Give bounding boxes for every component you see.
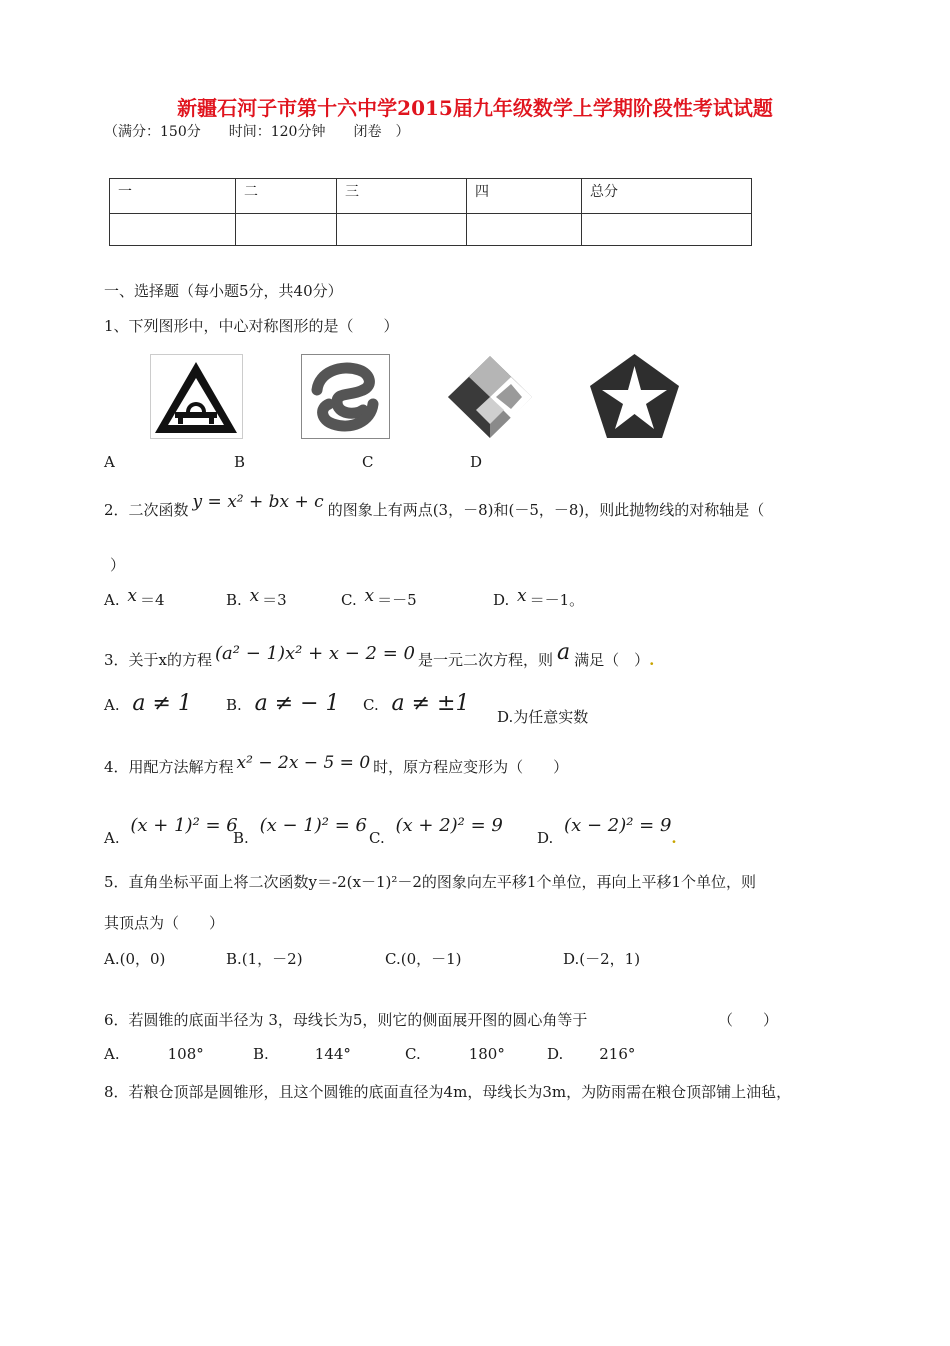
option-d[interactable]	[547, 1045, 635, 1063]
question-4-text: 时，原方程应变形为（ ）	[373, 758, 569, 776]
score-cell[interactable]	[582, 214, 752, 246]
exam-info: （满分：150分 时间：120分钟 闭卷 ）	[104, 124, 410, 140]
score-cell[interactable]	[467, 214, 582, 246]
option-d[interactable]	[537, 815, 677, 847]
option-letter: A.	[104, 829, 120, 847]
question-2-text: 2．二次函数	[104, 501, 189, 519]
option-letter: A.	[104, 696, 120, 714]
option-variable: x	[364, 586, 375, 606]
option-c[interactable]: C.(0，－1)	[385, 950, 462, 968]
figure-label: A	[104, 453, 115, 471]
question-5-line-2: 其顶点为（ ）	[104, 914, 225, 932]
option-letter: C.	[341, 591, 357, 609]
option-letter: B.	[226, 696, 242, 714]
option-letter: B.	[253, 1045, 269, 1063]
score-table-header-row	[110, 179, 752, 214]
option-formula: a ≠ 1	[132, 691, 192, 716]
score-header-cell: 总分	[582, 179, 752, 214]
option-b[interactable]	[226, 586, 287, 610]
option-formula: a ≠ ±1	[391, 691, 470, 716]
option-letter: D.	[547, 1045, 564, 1063]
option-value: 180°	[468, 1045, 505, 1063]
question-3-stem	[104, 640, 655, 671]
score-cell[interactable]	[337, 214, 467, 246]
score-cell[interactable]	[110, 214, 236, 246]
option-b[interactable]	[253, 1045, 351, 1063]
option-value: ＝－5	[377, 591, 417, 609]
option-variable: x	[127, 586, 137, 606]
decorative-dot: .	[649, 651, 655, 669]
score-header-cell: 三	[337, 179, 467, 214]
section-heading: 一、选择题（每小题5分，共40分）	[104, 282, 343, 300]
option-a[interactable]	[104, 1045, 204, 1063]
question-2-formula: y = x² + bx + c	[192, 492, 324, 512]
option-formula: (x − 1)² = 6	[259, 815, 367, 836]
option-value: ＝－1。	[529, 591, 585, 609]
question-3-formula: (a² − 1)x² + x − 2 = 0	[215, 643, 415, 664]
option-value: ＝4	[139, 591, 165, 609]
option-value: 144°	[314, 1045, 351, 1063]
question-2-paren: ）	[110, 556, 126, 574]
score-header-cell: 一	[110, 179, 236, 214]
page-title: 新疆石河子市第十六中学2015届九年级数学上学期阶段性考试试题	[177, 96, 773, 120]
question-5-line-1: 5．直角坐标平面上将二次函数y＝-2(x－1)²－2的图象向左平移1个单位，再向上平移1个单位，则	[104, 873, 756, 891]
question-2-stem	[104, 492, 765, 520]
option-letter: B.	[226, 591, 242, 609]
option-a[interactable]	[104, 691, 192, 716]
option-a[interactable]	[104, 586, 165, 610]
option-letter: A.	[104, 1045, 120, 1063]
option-a[interactable]	[104, 815, 238, 847]
option-d[interactable]	[493, 586, 585, 610]
score-table-blank-row	[110, 214, 752, 246]
option-formula: (x + 2)² = 9	[395, 815, 503, 836]
option-formula: (x + 1)² = 6	[130, 815, 238, 836]
question-8-stem: 8．若粮仓顶部是圆锥形，且这个圆锥的底面直径为4m，母线长为3m，为防雨需在粮仓顶部铺上油毡，	[104, 1083, 792, 1101]
score-header-cell: 四	[467, 179, 582, 214]
figure-label: D	[470, 453, 483, 471]
option-c[interactable]	[363, 691, 469, 716]
option-letter: D.为任意实数	[497, 708, 589, 726]
figure-label: C	[362, 453, 374, 471]
option-letter: C.	[405, 1045, 421, 1063]
option-value: 108°	[167, 1045, 204, 1063]
option-formula: (x − 2)² = 9	[564, 815, 672, 836]
question-3-text: 3．关于x的方程	[104, 651, 213, 669]
score-table	[109, 178, 752, 246]
diamond-chevron-icon	[446, 354, 534, 440]
option-letter: D.	[537, 829, 554, 847]
score-cell[interactable]	[236, 214, 337, 246]
score-header-cell: 二	[236, 179, 337, 214]
option-b[interactable]: B.(1，－2)	[226, 950, 303, 968]
option-variable: x	[517, 586, 527, 606]
question-4-text: 4．用配方法解方程	[104, 758, 234, 776]
option-variable: x	[249, 586, 260, 606]
question-4-formula: x² − 2x − 5 = 0	[236, 753, 371, 773]
option-letter: C.	[369, 829, 385, 847]
option-value: ＝3	[262, 591, 287, 609]
question-4-stem	[104, 753, 569, 777]
option-value: 216°	[599, 1045, 636, 1063]
question-3-variable: a	[557, 640, 571, 665]
option-c[interactable]	[405, 1045, 505, 1063]
question-1-stem: 1、下列图形中，中心对称图形的是（ ）	[104, 317, 399, 335]
option-a[interactable]: A.(0，0)	[104, 950, 166, 968]
option-d[interactable]	[497, 706, 588, 727]
question-6-paren: （ ）	[718, 1011, 779, 1029]
decorative-dot: .	[671, 829, 677, 847]
swirl-symbol-icon	[301, 354, 390, 439]
triangle-sign-icon	[150, 354, 243, 439]
option-letter: B.	[233, 829, 249, 847]
option-c[interactable]	[369, 815, 503, 847]
option-b[interactable]	[226, 691, 340, 716]
option-formula: a ≠ − 1	[254, 691, 340, 716]
option-d[interactable]: D.(－2，1)	[563, 950, 641, 968]
question-2-text: 的图象上有两点(3，－8)和(－5，－8)，则此抛物线的对称轴是（	[327, 501, 765, 519]
option-letter: A.	[104, 591, 120, 609]
question-3-text: 是一元二次方程，则	[417, 651, 553, 669]
option-c[interactable]	[341, 586, 417, 610]
question-3-text: 满足（ ）	[574, 651, 650, 669]
question-6-stem: 6．若圆锥的底面半径为 3，母线长为5，则它的侧面展开图的圆心角等于	[104, 1011, 588, 1029]
option-b[interactable]	[233, 815, 367, 847]
figure-label: B	[234, 453, 246, 471]
pentagon-star-icon	[587, 352, 682, 440]
option-letter: D.	[493, 591, 510, 609]
option-letter: C.	[363, 696, 379, 714]
